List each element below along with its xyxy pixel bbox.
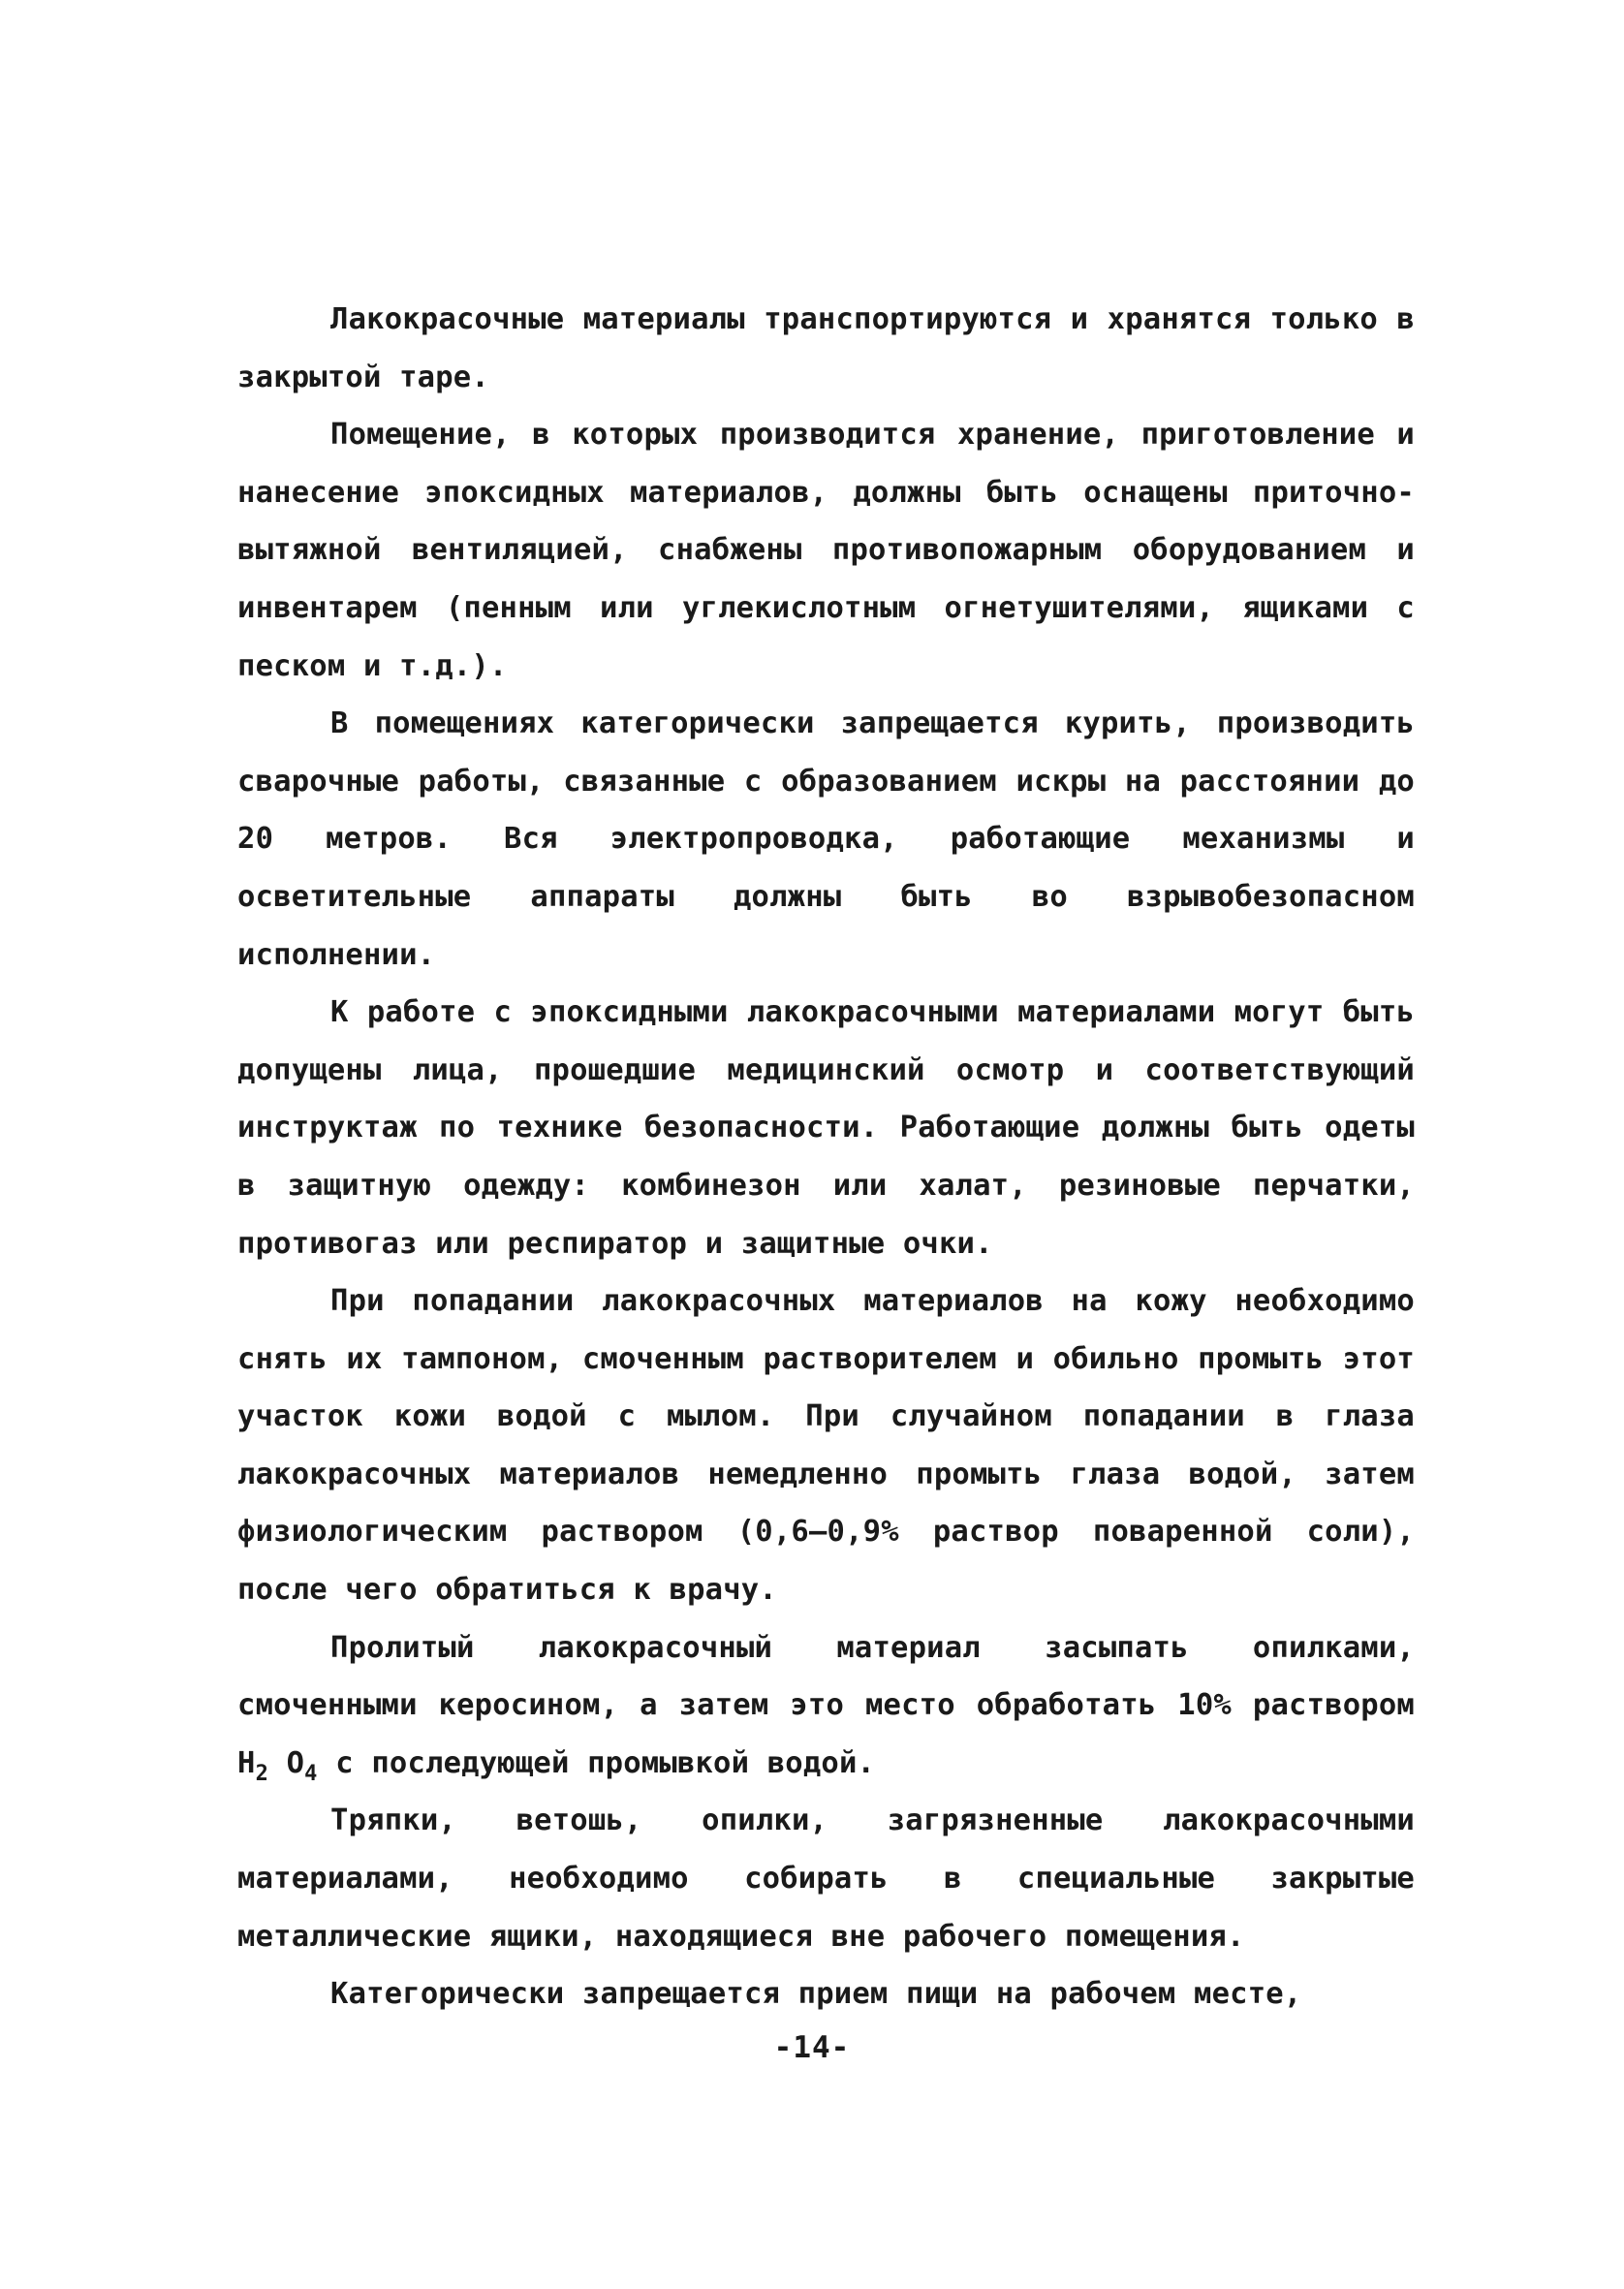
paragraph-spill	[237, 1619, 1415, 1793]
page-number: -14-	[773, 2030, 851, 2065]
paragraph-first-aid: При попадании лакокрасочных материалов на кожу необходимо снять их тампоном, смоченным растворителем и обильно промыть этот участок кожи водой с мылом. При случайном попадании в глаза лакокрасочных материалов немедленно промыть глаза водой, затем физиологическим раствором (0,6–0,9% раствор поваренной соли), после чего обратиться к врачу.	[237, 1284, 1415, 1608]
spill-text-middle: O	[268, 1745, 305, 1780]
spill-subscript-2: 2	[255, 1761, 269, 1786]
paragraph-no-eating: Категорически запрещается прием пищи на рабочем месте,	[330, 1977, 1302, 2012]
spill-subscript-4: 4	[304, 1761, 318, 1786]
body-text	[237, 291, 1415, 2023]
paragraph-rags: Тряпки, ветошь, опилки, загрязненные лакокрасочными материалами, необходимо собирать в специальные закрытые металлические ящики, находящиеся вне рабочего помещения.	[237, 1803, 1415, 1954]
spill-text-before: Пролитый лакокрасочный материал засыпать опилками, смоченными керосином, а затем это место обработать 10% раствором H	[237, 1630, 1415, 1780]
spill-text-after: с последующей промывкой водой.	[317, 1745, 876, 1780]
paragraph-storage: Лакокрасочные материалы транспортируются и хранятся только в закрытой таре.	[237, 302, 1415, 394]
paragraph-no-smoking: В помещениях категорически запрещается курить, производить сварочные работы, связанные с образованием искры на расстоянии до 20 метров. Вся электропроводка, работающие механизмы и осветительные аппараты должны быть во взрывобезопасном исполнении.	[237, 706, 1415, 972]
paragraph-personnel: К работе с эпоксидными лакокрасочными материалами могут быть допущены лица, прошедшие медицинский осмотр и соответствующий инструктаж по технике безопасности. Работающие должны быть одеты в защитную одежду: комбинезон или халат, резиновые перчатки, противогаз или респиратор и защитные очки.	[237, 995, 1415, 1261]
paragraph-ventilation: Помещение, в которых производится хранение, приготовление и нанесение эпоксидных материалов, должны быть оснащены приточно-вытяжной вентиляцией, снабжены противопожарным оборудованием и инвентарем (пенным или углекислотным огнетушителями, ящиками с песком и т.д.).	[237, 418, 1415, 683]
